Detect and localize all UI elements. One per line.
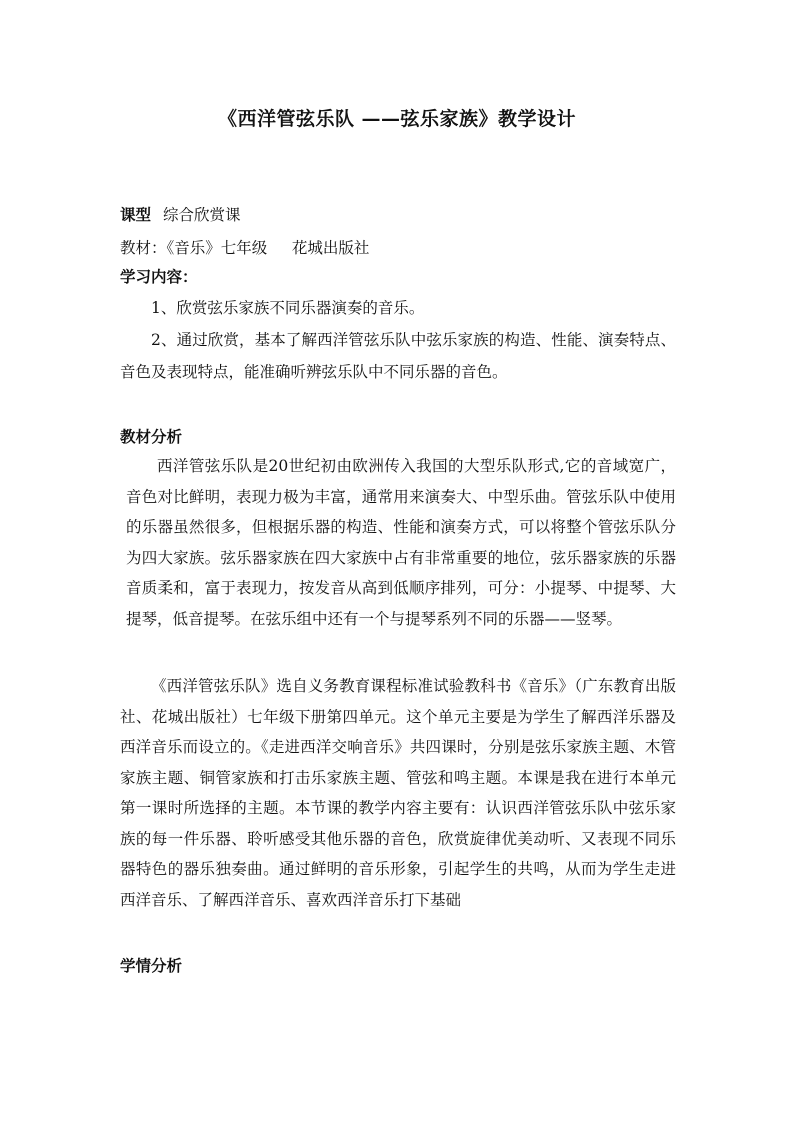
student-analysis-heading: 学情分析 [120,956,183,975]
material-analysis-paragraph-1: 西洋管弦乐队是20世纪初由欧洲传入我国的大型乐队形式,它的音域宽广，音色对比鲜明，表现力极为丰富，通常用来演奏大、中型乐曲。管弦乐队中使用的乐器虽然很多，但根据乐器的构造、性能和演奏方式，可以将整个管弦乐队分为四大家族。弦乐器家族在四大家族中占有非常重要的地位，弦乐器家族的乐器音质柔和，富于表现力，按发音从高到低顺序排列，可分：小提琴、中提琴、大提琴，低音提琴。在弦乐组中还有一个与提琴系列不同的乐器——竖琴。 [126,457,676,628]
course-type-label: 课型 [120,205,152,224]
learning-item-2: 2、通过欣赏，基本了解西洋管弦乐队中弦乐家族的构造、性能、演奏特点、音色及表现特点，能准确听辨弦乐队中不同乐器的音色。 [120,331,676,381]
document-title: 《西洋管弦乐队 ——弦乐家族》教学设计 [217,108,577,130]
learning-content-heading: 学习内容： [120,267,198,286]
course-type-line [120,204,680,226]
textbook-line: 教材：《音乐》七年级 花城出版社 [120,239,370,257]
course-type-value: 综合欣赏课 [163,206,241,224]
material-analysis-paragraph-2: 《西洋管弦乐队》选自义务教育课程标准试验教科书《音乐》（广东教育出版社、花城出版社）七年级下册第四单元。这个单元主要是为学生了解西洋乐器及西洋音乐而设立的。《走进西洋交响音乐》共四课时，分别是弦乐家族主题、木管家族主题、铜管家族和打击乐家族主题、管弦和鸣主题。本课是我在进行本单元第一课时所选择的主题。本节课的教学内容主要有：认识西洋管弦乐队中弦乐家族的每一件乐器、聆听感受其他乐器的音色，欣赏旋律优美动听、又表现不同乐器特色的器乐独奏曲。通过鲜明的音乐形象，引起学生的共鸣，从而为学生走进西洋音乐、了解西洋音乐、喜欢西洋音乐打下基础 [120,677,676,909]
learning-item-1: 1、欣赏弦乐家族不同乐器演奏的音乐。 [151,299,425,317]
material-analysis-heading: 教材分析 [120,427,183,446]
